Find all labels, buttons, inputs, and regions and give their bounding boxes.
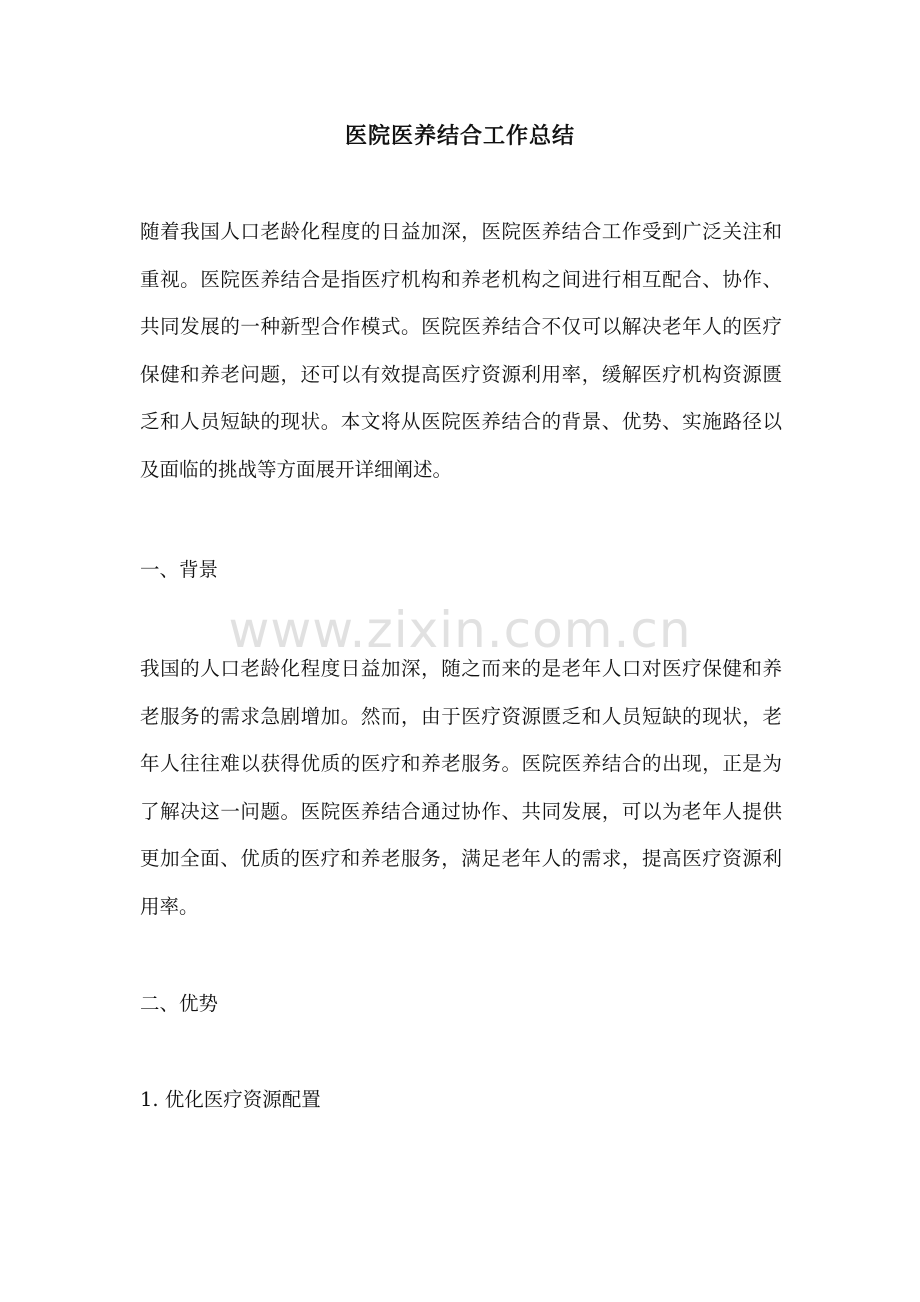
- watermark: www.zixin.com.cn: [228, 601, 692, 659]
- intro-paragraph: 随着我国人口老龄化程度的日益加深，医院医养结合工作受到广泛关注和重视。医院医养结合是指医疗机构和养老机构之间进行相互配合、协作、共同发展的一种新型合作模式。医院医养结合不仅可以解决老年人的医疗保健和养老问题，还可以有效提高医疗资源利用率，缓解医疗机构资源匮乏和人员短缺的现状。本文将从医院医养结合的背景、优势、实施路径以及面临的挑战等方面展开详细阐述。: [140, 220, 782, 481]
- section-heading-advantages: 二、优势: [140, 992, 219, 1015]
- section-heading-background: 一、背景: [140, 558, 219, 581]
- background-paragraph: 我国的人口老龄化程度日益加深，随之而来的是老年人口对医疗保健和养老服务的需求急剧增加。然而，由于医疗资源匮乏和人员短缺的现状，老年人往往难以获得优质的医疗和养老服务。医院医养结合的出现，正是为了解决这一问题。医院医养结合通过协作、共同发展，可以为老年人提供更加全面、优质的医疗和养老服务，满足老年人的需求，提高医疗资源利用率。: [140, 657, 782, 918]
- document-title: 医院医养结合工作总结: [344, 123, 575, 149]
- subsection-heading-resource-allocation: 1. 优化医疗资源配置: [140, 1088, 321, 1111]
